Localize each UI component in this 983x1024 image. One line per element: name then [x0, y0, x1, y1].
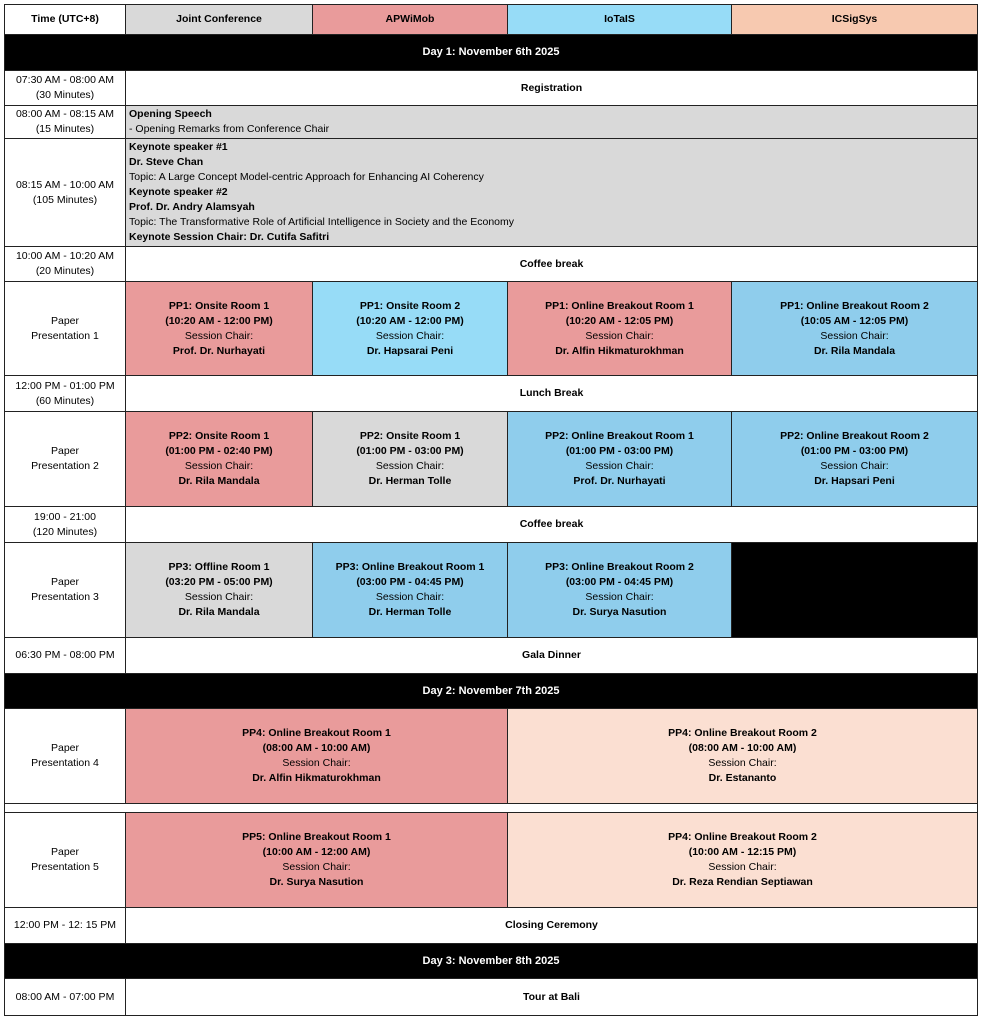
pp3-online-breakout-room-1: PP3: Online Breakout Room 1 (03:00 PM - 04:45 PM) Session Chair: Dr. Herman Tolle [312, 542, 508, 638]
pp2-online-breakout-room-2: PP2: Online Breakout Room 2 (01:00 PM - 03:00 PM) Session Chair: Dr. Hapsari Peni [731, 411, 978, 507]
tour-row: Tour at Bali [125, 978, 978, 1016]
registration-row: Registration [125, 70, 978, 106]
header-track-joint-conference: Joint Conference [125, 4, 313, 35]
keynote-2-topic: Topic: The Transformative Role of Artificial Intelligence in Society and the Economy [129, 216, 514, 228]
time-paper-presentation-4: Paper Presentation 4 [4, 708, 126, 804]
header-time-column: Time (UTC+8) [4, 4, 126, 35]
pp2-online-breakout-room-1: PP2: Online Breakout Room 1 (01:00 PM - 03:00 PM) Session Chair: Prof. Dr. Nurhayati [507, 411, 732, 507]
pp3-offline-room-1: PP3: Offline Room 1 (03:20 PM - 05:00 PM) Session Chair: Dr. Rila Mandala [125, 542, 313, 638]
pp4-online-breakout-room-1: PP4: Online Breakout Room 1 (08:00 AM - 10:00 AM) Session Chair: Dr. Alfin Hikmaturokhman [125, 708, 508, 804]
keynote-session-chair: Keynote Session Chair: Dr. Cutifa Safitri [129, 231, 330, 243]
gala-dinner-row: Gala Dinner [125, 637, 978, 674]
keynote-1-speaker: Dr. Steve Chan [129, 156, 204, 168]
pp1-onsite-room-1: PP1: Onsite Room 1 (10:20 AM - 12:00 PM) Session Chair: Prof. Dr. Nurhayati [125, 281, 313, 376]
pp5-online-breakout-room-1: PP5: Online Breakout Room 1 (10:00 AM - 12:00 AM) Session Chair: Dr. Surya Nasution [125, 812, 508, 908]
time-coffee-break-2: 19:00 - 21:00 (120 Minutes) [4, 506, 126, 543]
pp2-onsite-room-1-apwimob: PP2: Onsite Room 1 (01:00 PM - 02:40 PM) Session Chair: Dr. Rila Mandala [125, 411, 313, 507]
lunch-break-row: Lunch Break [125, 375, 978, 412]
time-paper-presentation-5: Paper Presentation 5 [4, 812, 126, 908]
time-opening-speech: 08:00 AM - 08:15 AM (15 Minutes) [4, 105, 126, 139]
opening-speech-title: Opening Speech [129, 108, 212, 120]
schedule-table [4, 4, 978, 1018]
header-track-apwimob: APWiMob [312, 4, 508, 35]
time-paper-presentation-2: Paper Presentation 2 [4, 411, 126, 507]
time-lunch-break: 12:00 PM - 01:00 PM (60 Minutes) [4, 375, 126, 412]
time-paper-presentation-3: Paper Presentation 3 [4, 542, 126, 638]
pp1-online-breakout-room-2: PP1: Online Breakout Room 2 (10:05 AM - 12:05 PM) Session Chair: Dr. Rila Mandala [731, 281, 978, 376]
keynote-2-speaker: Prof. Dr. Andry Alamsyah [129, 201, 255, 213]
pp2-onsite-room-1-joint: PP2: Onsite Room 1 (01:00 PM - 03:00 PM) Session Chair: Dr. Herman Tolle [312, 411, 508, 507]
keynote-1-heading: Keynote speaker #1 [129, 141, 228, 153]
keynote-2-heading: Keynote speaker #2 [129, 186, 228, 198]
pp1-onsite-room-2: PP1: Onsite Room 2 (10:20 AM - 12:00 PM) Session Chair: Dr. Hapsarai Peni [312, 281, 508, 376]
time-paper-presentation-1: Paper Presentation 1 [4, 281, 126, 376]
opening-speech-cell [125, 105, 978, 139]
time-closing-ceremony: 12:00 PM - 12: 15 PM [4, 907, 126, 944]
header-track-icsigsys: ICSigSys [731, 4, 978, 35]
keynote-1-topic: Topic: A Large Concept Model-centric Approach for Enhancing AI Coherency [129, 171, 484, 183]
time-tour: 08:00 AM - 07:00 PM [4, 978, 126, 1016]
header-track-iotais: IoTaIS [507, 4, 732, 35]
time-coffee-break-1: 10:00 AM - 10:20 AM (20 Minutes) [4, 246, 126, 282]
day-3-banner: Day 3: November 8th 2025 [4, 943, 978, 979]
keynote-cell [125, 138, 978, 247]
time-gala-dinner: 06:30 PM - 08:00 PM [4, 637, 126, 674]
closing-ceremony-row: Closing Ceremony [125, 907, 978, 944]
day-2-banner: Day 2: November 7th 2025 [4, 673, 978, 709]
time-registration: 07:30 AM - 08:00 AM (30 Minutes) [4, 70, 126, 106]
day-1-banner: Day 1: November 6th 2025 [4, 34, 978, 71]
coffee-break-1-row: Coffee break [125, 246, 978, 282]
opening-speech-detail: - Opening Remarks from Conference Chair [129, 123, 330, 135]
coffee-break-2-row: Coffee break [125, 506, 978, 543]
pp1-online-breakout-room-1: PP1: Online Breakout Room 1 (10:20 AM - 12:05 PM) Session Chair: Dr. Alfin Hikmaturokhman [507, 281, 732, 376]
pp3-empty-black-cell [731, 542, 978, 638]
pp4-online-breakout-room-2: PP4: Online Breakout Room 2 (08:00 AM - 10:00 AM) Session Chair: Dr. Estananto [507, 708, 978, 804]
pp3-online-breakout-room-2: PP3: Online Breakout Room 2 (03:00 PM - 04:45 PM) Session Chair: Dr. Surya Nasution [507, 542, 732, 638]
time-keynote: 08:15 AM - 10:00 AM (105 Minutes) [4, 138, 126, 247]
pp5-online-breakout-room-2: PP4: Online Breakout Room 2 (10:00 AM - 12:15 PM) Session Chair: Dr. Reza Rendian Septiawan [507, 812, 978, 908]
